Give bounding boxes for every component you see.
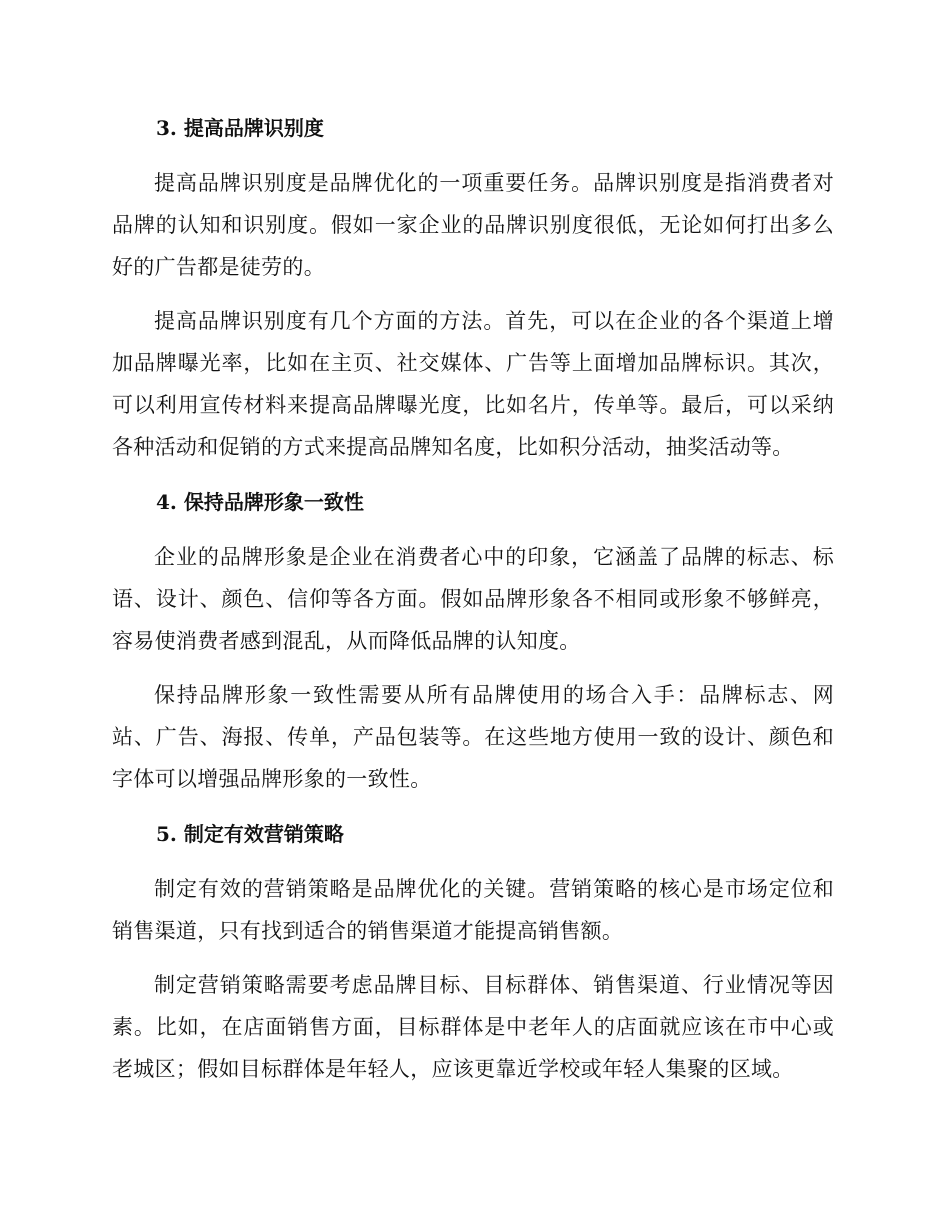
document-page bbox=[112, 108, 834, 1090]
section-heading-5: 5. 制定有效营销策略 bbox=[156, 822, 344, 846]
paragraph: 企业的品牌形象是企业在消费者心中的印象，它涵盖了品牌的标志、标语、设计、颜色、信仰等各方面。假如品牌形象各不相同或形象不够鲜亮，容易使消费者感到混乱，从而降低品牌的认知度。 bbox=[112, 545, 834, 653]
section-heading-4: 4. 保持品牌形象一致性 bbox=[156, 490, 364, 514]
paragraph: 提高品牌识别度有几个方面的方法。首先，可以在企业的各个渠道上增加品牌曝光率，比如在主页、社交媒体、广告等上面增加品牌标识。其次，可以利用宣传材料来提高品牌曝光度，比如名片，传单等。最后，可以采纳各种活动和促销的方式来提高品牌知名度，比如积分活动，抽奖活动等。 bbox=[112, 309, 834, 459]
paragraph: 制定营销策略需要考虑品牌目标、目标群体、销售渠道、行业情况等因素。比如，在店面销售方面，目标群体是中老年人的店面就应该在市中心或老城区；假如目标群体是年轻人，应该更靠近学校或年轻人集聚的区域。 bbox=[112, 973, 834, 1081]
paragraph: 提高品牌识别度是品牌优化的一项重要任务。品牌识别度是指消费者对品牌的认知和识别度。假如一家企业的品牌识别度很低，无论如何打出多么好的广告都是徒劳的。 bbox=[112, 171, 834, 279]
section-heading-3: 3. 提高品牌识别度 bbox=[156, 116, 324, 140]
paragraph: 保持品牌形象一致性需要从所有品牌使用的场合入手：品牌标志、网站、广告、海报、传单，产品包装等。在这些地方使用一致的设计、颜色和字体可以增强品牌形象的一致性。 bbox=[112, 683, 834, 791]
paragraph: 制定有效的营销策略是品牌优化的关键。营销策略的核心是市场定位和销售渠道，只有找到适合的销售渠道才能提高销售额。 bbox=[112, 877, 834, 943]
